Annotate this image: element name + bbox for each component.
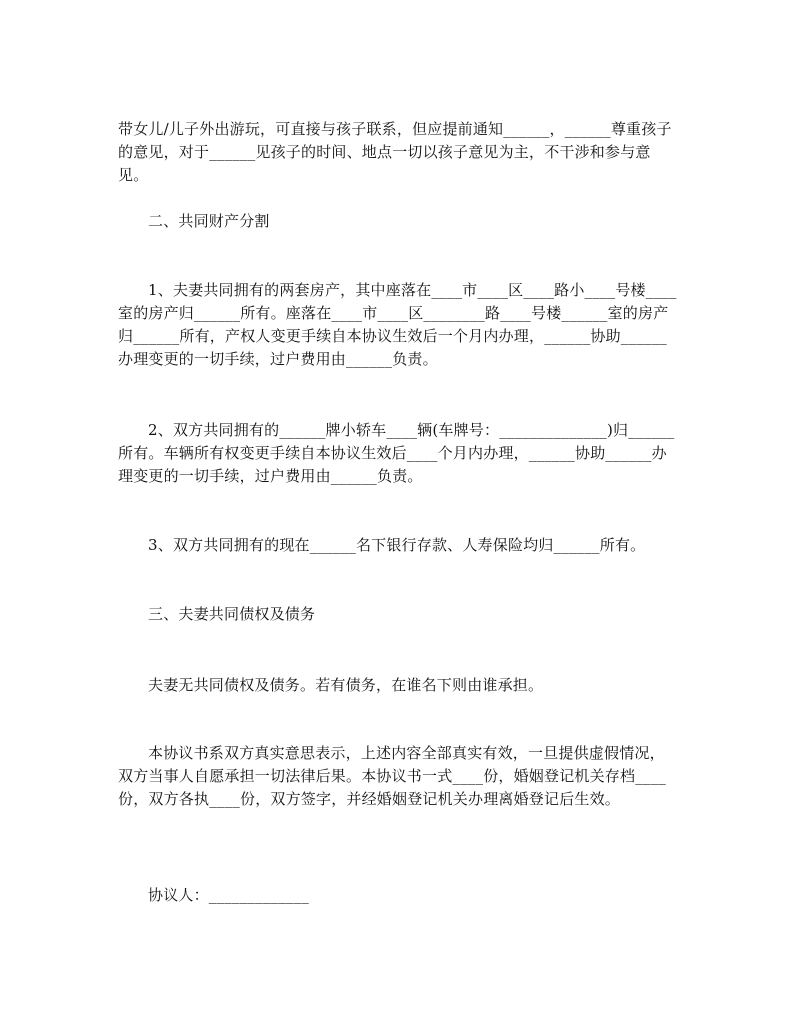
paragraph-visitation-continued: 带女儿/儿子外出游玩，可直接与孩子联系，但应提前通知______，______尊重孩子的意见，对于______见孩子的时间、地点一切以孩子意见为主，不干涉和参与意见。 (118, 120, 672, 184)
section-heading-debts: 三、夫妻共同债权及债务 (148, 605, 316, 623)
paragraph-no-joint-debts: 夫妻无共同债权及债务。若有债务，在谁名下则由谁承担。 (148, 676, 544, 694)
paragraph-bank-deposits: 3、双方共同拥有的现在______名下银行存款、人寿保险均归______所有。 (148, 536, 646, 554)
section-heading-property-division: 二、共同财产分割 (148, 212, 270, 230)
paragraph-real-estate: 1、夫妻共同拥有的两套房产，其中座落在____市____区____路小____号楼____室的房产归______所有。座落在____市____区________路____号楼______室的房产归______所有，产权人变更手续自本协议生效后一个月内办理，______协助______办理变更的一切手续，过户费用由______负责。 (118, 281, 677, 368)
paragraph-agreement-validity: 本协议书系双方真实意思表示，上述内容全部真实有效，一旦提供虚假情况，双方当事人自愿承担一切法律后果。本协议书一式____份，婚姻登记机关存档____份，双方各执____份，双方签字，并经婚姻登记机关办理离婚登记后生效。 (118, 744, 667, 808)
paragraph-vehicle: 2、双方共同拥有的______牌小轿车____辆(车牌号：______________)归______所有。车辆所有权变更手续自本协议生效后____个月内办理，______协助______办理变更的一切手续，过户费用由______负责。 (118, 421, 675, 485)
signature-line: 协议人：_____________ (148, 886, 309, 904)
